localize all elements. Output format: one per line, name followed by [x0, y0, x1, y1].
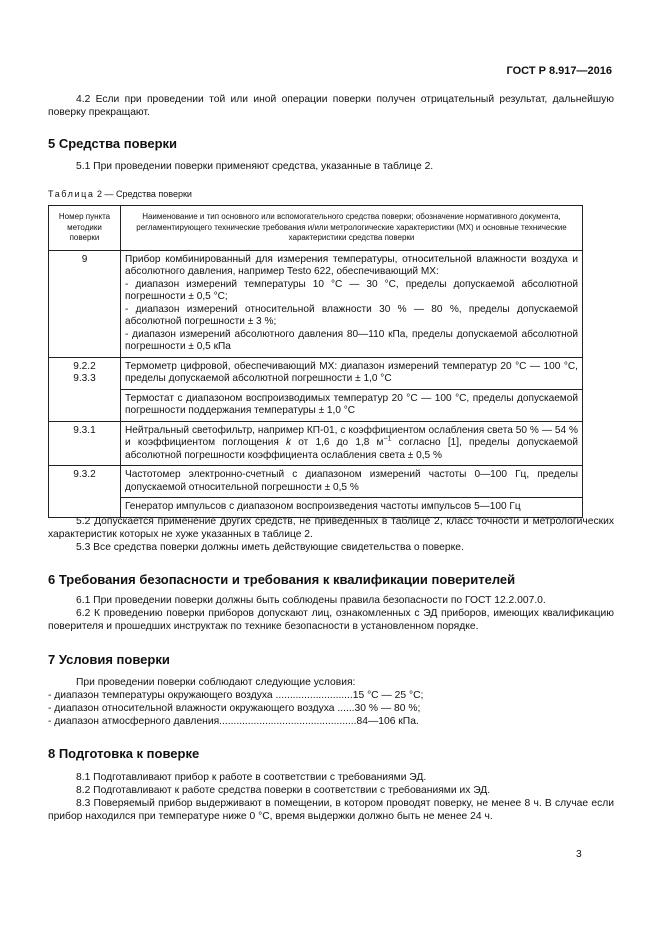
paragraph-6-1: 6.1 При проведении поверки должны быть соблюдены правила безопасности по ГОСТ 12.2.007.0. 6.2 К проведению поверки приборов допускают лиц, ознакомленных с ЭД приборов, имеющих квалификацию поверителя и прошедших инструктаж по технике безопасности в установленном порядке.: [48, 595, 614, 632]
table-caption: [48, 188, 192, 201]
table-line: - диапазон измерений относительной влажности 30 % — 80 %, пределы допускаемой абсолютной погрешности ± 3 %;: [125, 303, 578, 327]
table-cell-description: Нейтральный светофильтр, например КП-01, с коэффициентом ослабления света 50 % — 54 % и коэффициентом поглощения k от 1,6 до 1,8 $м^{-1}$ согласно [1], пределы допускаемой абсолютной погрешности коэффициента ослабления света ± 0,5 %: [121, 421, 583, 466]
section-6-title: 6 Требования безопасности и требования к квалификации поверителей: [48, 572, 516, 587]
superscript: −1: [383, 435, 392, 443]
list-item: - диапазон атмосферного давления................................................84—106 кПа.: [48, 716, 419, 727]
section-8-title: 8 Подготовка к поверке: [48, 746, 200, 761]
table-cell-description: Частотомер электронно-счетный с диапазоном измерений частоты 0—100 Гц, пределы допускаемой относительной погрешности ± 0,5 %: [121, 466, 583, 498]
paragraph-8-3: 8.3 Поверяемый прибор выдерживают в помещении, в котором проводят поверку, не менее 8 ч. В случае если прибор находился при температуре ниже 0 °С, время выдержки должно быть не менее 24 ч.: [48, 798, 614, 822]
list-item: - диапазон относительной влажности окружающего воздуха ......30 % — 80 %;: [48, 703, 421, 714]
verification-means-table: [48, 205, 583, 518]
table-cell-description: Термометр цифровой, обеспечивающий МХ: диапазон измерений температур 20 °С — 100 °С, пределы допускаемой абсолютной погрешности ± 1,0 °С: [121, 357, 583, 389]
paragraph-5-3: 5.3 Все средства поверки должны иметь действующие свидетельства о поверке.: [76, 542, 464, 553]
table-cell-description: Генератор импульсов с диапазоном воспроизведения частоты импульсов 5—100 Гц: [121, 498, 583, 518]
table-caption-prefix: Таблица: [48, 189, 95, 199]
paragraph-5-2: 5.2 Допускается применение других средств, не приведенных в таблице 2, класс точности и метрологических характеристик которых не хуже указанных в таблице 2. 5.3 Все средства поверки должны иметь действующие свидетельства о поверке.: [48, 516, 614, 553]
table-cell-description: Термостат с диапазоном воспроизводимых температур 20 °С — 100 °С, пределы допускаемой погрешности поддержания температуры ± 1,0 °С: [121, 389, 583, 421]
table-header-cell: Номер пункта методики поверки: [49, 206, 121, 251]
conditions-intro: При проведении поверки соблюдают следующие условия:: [76, 677, 356, 688]
table-row: [49, 250, 583, 357]
section-5-title: 5 Средства поверки: [48, 136, 178, 151]
table-row: [49, 421, 583, 466]
table-cell-number: 9: [49, 250, 121, 357]
section-7-title: 7 Условия поверки: [48, 652, 170, 667]
table-line: - диапазон измерений абсолютного давления 80—110 кПа, пределы допускаемой абсолютной погрешности ± 0,5 кПа: [125, 328, 578, 352]
document-header: ГОСТ Р 8.917—2016: [506, 65, 612, 77]
paragraph-8-2: 8.2 Подготавливают к работе средства поверки в соответствии с требованиями их ЭД.: [76, 785, 491, 796]
table-row: [49, 466, 583, 498]
paragraph-6-2: 6.2 К проведению поверки приборов допускают лиц, ознакомленных с ЭД приборов, имеющих квалификацию поверителя и прошедших инструктаж по технике безопасности в установленном порядке.: [48, 608, 614, 632]
table-line: - диапазон измерений температуры 10 °С — 30 °С, пределы допускаемой абсолютной погрешности ± 0,5 °С;: [125, 278, 578, 302]
table-row: [49, 357, 583, 389]
table-caption-text: 2 — Средства поверки: [94, 189, 192, 199]
table-cell-number: 9.3.1: [49, 421, 121, 466]
table-line: Прибор комбинированный для измерения температуры, относительной влажности воздуха и абсолютного давления, например Testo 622, обеспечивающий МХ:: [125, 253, 578, 277]
list-item: - диапазон температуры окружающего воздуха ...........................15 °С — 25 °С;: [48, 690, 424, 701]
table-cell-number: [49, 357, 121, 421]
paragraph-8-1: 8.1 Подготавливают прибор к работе в соответствии с требованиями ЭД. 8.2 Подготавливают к работе средства поверки в соответствии с требованиями их ЭД. 8.3 Поверяемый прибор выдерживают в помещении, в котором проводят поверку, не менее 8 ч. В случае если прибор находился при температуре ниже 0 °С, время выдержки должно быть не менее 24 ч.: [48, 772, 614, 822]
conditions-list: [48, 676, 614, 728]
table-cell-number: 9.3.2: [49, 466, 121, 518]
coefficient-symbol: k: [286, 437, 292, 448]
table-number-line: 9.3.3: [73, 373, 96, 384]
table-cell-description: [121, 250, 583, 357]
table-header-cell: Наименование и тип основного или вспомогательного средства поверки; обозначение нормативного документа, регламентирующего технические требования и/или метрологические характеристики (МХ) и основные технические характеристики средства поверки: [121, 206, 583, 251]
table-header-row: [49, 206, 583, 251]
table-row: [49, 389, 583, 421]
paragraph-5-1: 5.1 При проведении поверки применяют средства, указанные в таблице 2.: [76, 161, 434, 172]
table-number-line: 9.2.2: [73, 360, 96, 372]
paragraph-4-2: 4.2 Если при проведении той или иной операции поверки получен отрицательный результат, дальнейшую поверку прекращают.: [48, 94, 614, 118]
page-number: 3: [576, 849, 582, 860]
